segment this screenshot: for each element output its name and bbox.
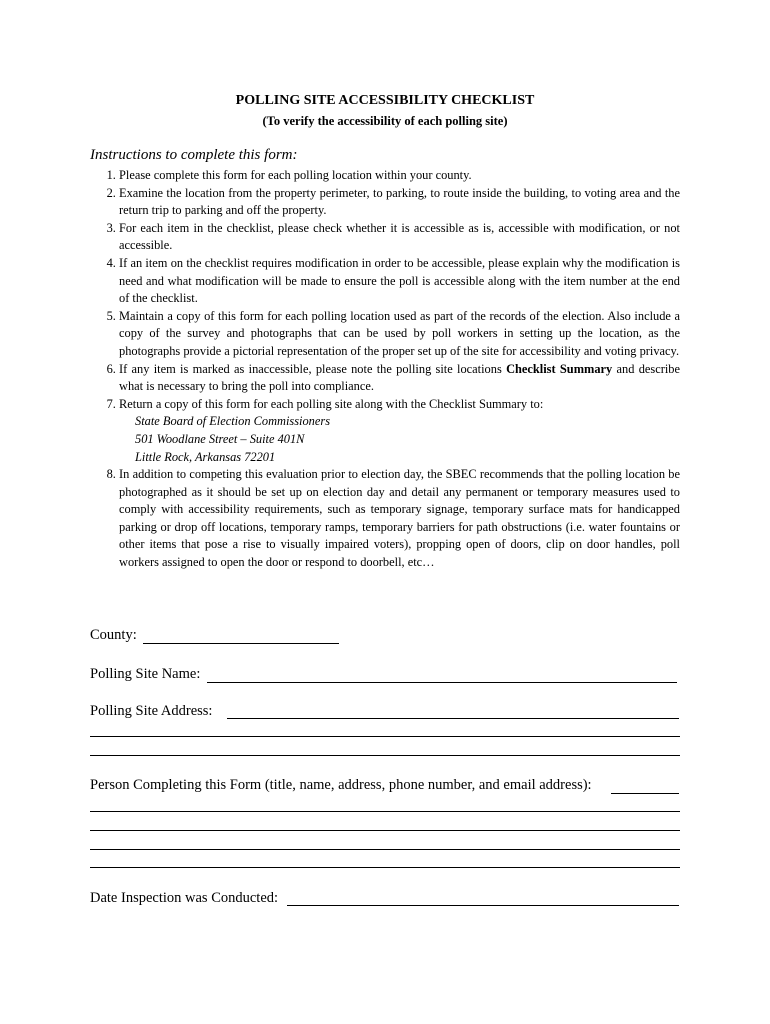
instruction-item-1 bbox=[119, 167, 680, 185]
instruction-item-6 bbox=[119, 361, 680, 396]
person-completing-label: Person Completing this Form (title, name, address, phone number, and email address): bbox=[90, 777, 592, 793]
instruction-text: Maintain a copy of this form for each polling location used as part of the records of the election. Also include a copy of the survey and photographs that can be used by poll workers in setting up the location, as the photographs provide a pictorial representation of the proper set up of the site for accessibility and voting privacy. bbox=[119, 308, 680, 358]
address-line-2: 501 Woodlane Street – Suite 401N bbox=[135, 431, 305, 446]
instruction-text: If an item on the checklist requires modification in order to be accessible, please explain why the modification is need and what modification will be made to ensure the poll is accessible along with the item number at the end of the checklist. bbox=[119, 255, 680, 306]
instruction-text: Examine the location from the property perimeter, to parking, to route inside the building, to voting area and the return trip to parking and off the property. bbox=[119, 185, 680, 218]
site-address-input-line-2[interactable] bbox=[90, 736, 680, 737]
instruction-item-4 bbox=[119, 255, 680, 308]
instruction-text: Return a copy of this form for each polling site along with the Checklist Summary to: bbox=[119, 396, 544, 411]
instructions-list bbox=[90, 167, 680, 572]
instruction-text: If any item is marked as inaccessible, please note the polling site locations bbox=[119, 361, 507, 376]
person-completing-input-line-3[interactable] bbox=[90, 830, 680, 831]
instruction-item-7 bbox=[119, 396, 680, 466]
instruction-text: In addition to competing this evaluation prior to election day, the SBEC recommends that the polling location be photographed as it should be set up on election day and detail any permanent or temporary measures used to comply with accessibility requirements, such as temporary signage, temporary surface mats for handicapped parking or drop off locations, temporary ramps, temporary barriers for path obstructions (i.e. water fountains or other items that pose a rise to visually impaired voters), propping open of doors, clip on door handles, poll workers assigned to open the door or respond to doorbell, etc… bbox=[119, 467, 680, 570]
instruction-text: For each item in the checklist, please check whether it is accessible as is, accessible with modification, or not accessible. bbox=[119, 220, 680, 253]
person-completing-input-line-4[interactable] bbox=[90, 849, 680, 850]
date-inspection-input-line[interactable] bbox=[287, 905, 679, 906]
instruction-item-3 bbox=[119, 220, 680, 255]
instruction-text: Please complete this form for each polling location within your county. bbox=[119, 168, 472, 182]
site-address-input-line-1[interactable] bbox=[227, 718, 679, 719]
county-label: County: bbox=[90, 627, 137, 643]
form-subtitle: (To verify the accessibility of each polling site) bbox=[262, 114, 508, 128]
address-line-1: State Board of Election Commissioners bbox=[135, 414, 331, 429]
form-title: POLLING SITE ACCESSIBILITY CHECKLIST bbox=[235, 93, 535, 108]
person-completing-input-line-5[interactable] bbox=[90, 867, 680, 868]
instructions-heading: Instructions to complete this form: bbox=[90, 147, 298, 163]
county-input-line[interactable] bbox=[143, 643, 339, 644]
instruction-item-8 bbox=[119, 466, 680, 572]
person-completing-input-line-2[interactable] bbox=[90, 811, 680, 812]
site-name-input-line[interactable] bbox=[207, 682, 677, 683]
date-inspection-label: Date Inspection was Conducted: bbox=[90, 890, 279, 906]
person-completing-input-line-1[interactable] bbox=[611, 793, 679, 794]
instruction-text: and describe what is necessary to bring the poll into compliance. bbox=[119, 361, 680, 394]
site-address-label: Polling Site Address: bbox=[90, 703, 213, 719]
site-name-label: Polling Site Name: bbox=[90, 666, 201, 682]
instruction-item-2 bbox=[119, 185, 680, 220]
address-line-3: Little Rock, Arkansas 72201 bbox=[135, 449, 276, 464]
checklist-summary-emphasis: Checklist Summary bbox=[506, 361, 613, 376]
instruction-item-5 bbox=[119, 308, 680, 361]
site-address-input-line-3[interactable] bbox=[90, 755, 680, 756]
